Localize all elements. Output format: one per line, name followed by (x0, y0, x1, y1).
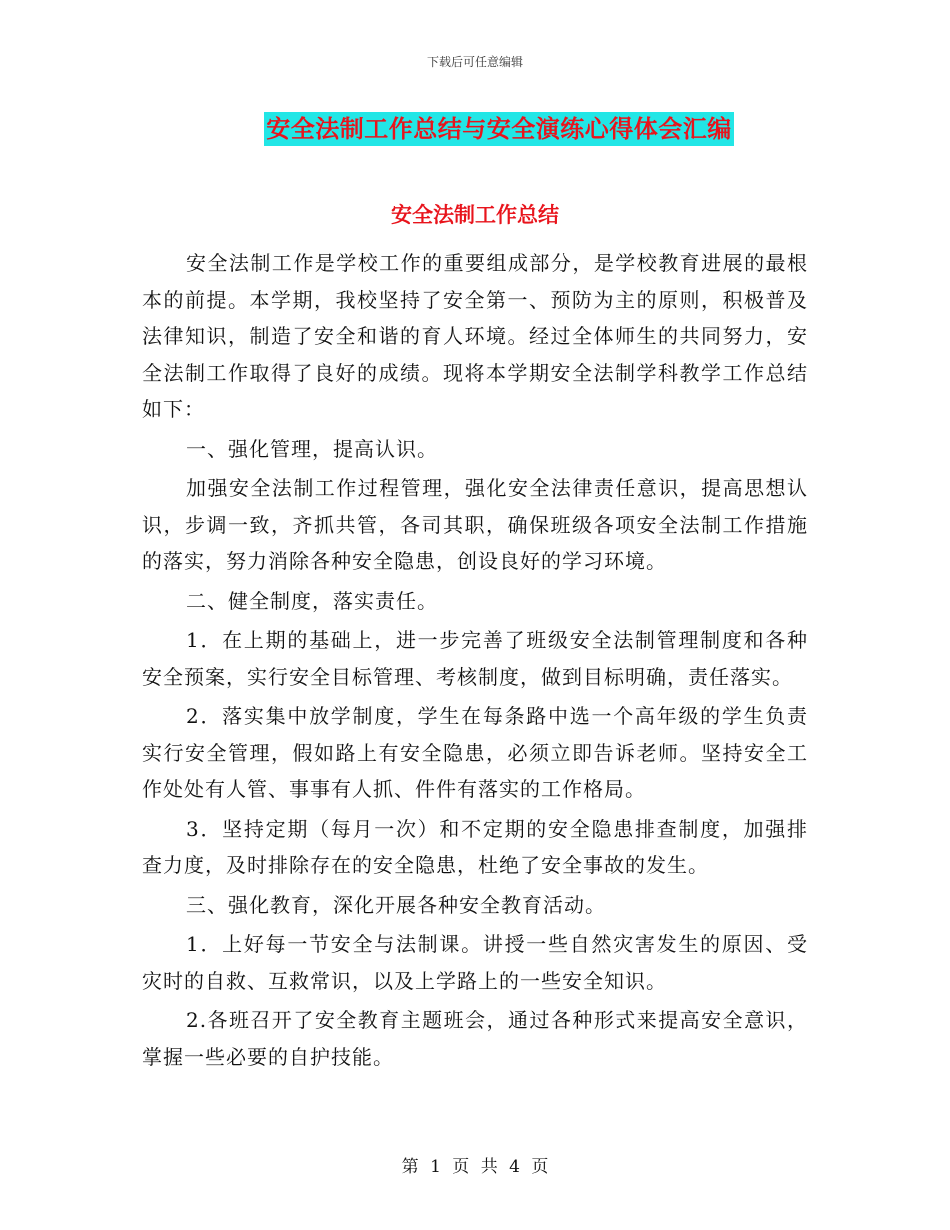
heading-2: 二、健全制度，落实责任。 (186, 588, 438, 613)
paragraph-2-1: 1．在上期的基础上，进一步完善了班级安全法制管理制度和各种安全预案，实行安全目标管理、考核制度，做到目标明确，责任落实。 (142, 628, 808, 689)
paragraph-3-1: 1．上好每一节安全与法制课。讲授一些自然灾害发生的原因、受灾时的自救、互救常识，以及上学路上的一些安全知识。 (142, 932, 808, 993)
paragraph-2-2: 2．落实集中放学制度，学生在每条路中选一个高年级的学生负责实行安全管理，假如路上有安全隐患，必须立即告诉老师。坚持安全工作处处有人管、事事有人抓、件件有落实的工作格局。 (142, 704, 808, 801)
document-title: 安全法制工作总结与安全演练心得体会汇编 (264, 112, 734, 146)
paragraph-1: 加强安全法制工作过程管理，强化安全法律责任意识，提高思想认识，步调一致，齐抓共管，各司其职，确保班级各项安全法制工作措施的落实，努力消除各种安全隐患，创设良好的学习环境。 (142, 476, 808, 573)
header-note: 下载后可任意编辑 (426, 55, 523, 69)
main-title-wrap (0, 112, 950, 146)
section-title: 安全法制工作总结 (391, 203, 559, 227)
document-body (142, 245, 808, 1078)
paragraph-intro: 安全法制工作是学校工作的重要组成部分，是学校教育进展的最根本的前提。本学期，我校坚持了安全第一、预防为主的原则，积极普及法律知识，制造了安全和谐的育人环境。经过全体师生的共同努力，安全法制工作取得了良好的成绩。现将本学期安全法制学科教学工作总结如下： (142, 251, 808, 421)
paragraph-3-2: 2.各班召开了安全教育主题班会，通过各种形式来提高安全意识，掌握一些必要的自护技能。 (142, 1008, 808, 1069)
paragraph-2-3: 3．坚持定期（每月一次）和不定期的安全隐患排查制度，加强排查力度，及时排除存在的安全隐患，杜绝了安全事故的发生。 (142, 816, 808, 877)
heading-1: 一、强化管理，提高认识。 (186, 436, 438, 461)
heading-3: 三、强化教育，深化开展各种安全教育活动。 (186, 892, 606, 917)
page-number-footer: 第 1 页 共 4 页 (401, 1157, 549, 1177)
